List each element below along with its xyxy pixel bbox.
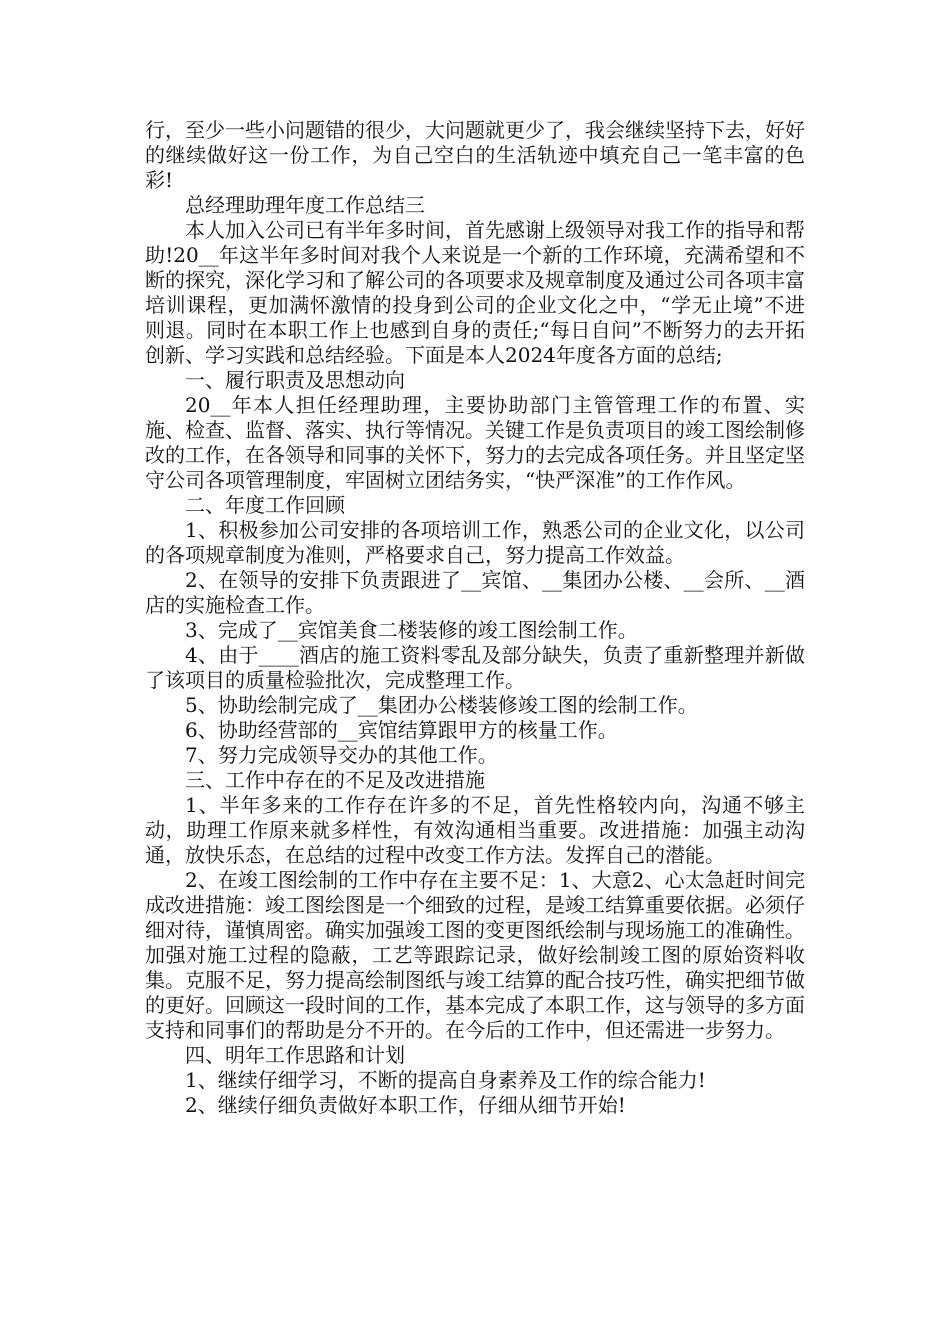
list-item: 7、努力完成领导交办的其他工作。: [185, 743, 498, 767]
list-item: 2、继续仔细负责做好本职工作，仔细从细节开始!: [185, 1093, 626, 1117]
list-item: 2、在领导的安排下负责跟进了__宾馆、__集团办公楼、__会所、__酒店的实施检查工作。: [145, 568, 805, 617]
heading-4: 四、明年工作思路和计划: [185, 1043, 405, 1067]
paragraph-continuation: 行，至少一些小问题错的很少，大问题就更少了，我会继续坚持下去，好好的继续做好这一份工作，为自己空白的生活轨迹中填充自己一笔丰富的色彩!: [145, 118, 805, 192]
paragraph-duties: 20__年本人担任经理助理，主要协助部门主管管理工作的布置、实施、检查、监督、落实、执行等情况。关键工作是负责项目的竣工图绘制修改的工作，在各领导和同事的关怀下，努力的去完成各项任务。并且坚定坚守公司各项管理制度，牢固树立团结务实，“快严深准”的工作作风。: [145, 393, 805, 492]
list-item: 6、协助经营部的__宾馆结算跟甲方的核量工作。: [185, 718, 618, 742]
list-item: 4、由于____酒店的施工资料零乱及部分缺失，负责了重新整理并新做了该项目的质量检验批次，完成整理工作。: [145, 643, 805, 692]
heading-1: 一、履行职责及思想动向: [185, 368, 405, 392]
list-item: 2、在竣工图绘制的工作中存在主要不足：1、大意2、心太急赶时间完成改进措施：竣工图绘图是一个细致的过程，是竣工结算重要依据。必须仔细对待，谨慎周密。确实加强竣工图的变更图纸绘制与现场施工的准确性。加强对施工过程的隐蔽，工艺等跟踪记录，做好绘制竣工图的原始资料收集。克服不足，努力提高绘制图纸与竣工结算的配合技巧性，确实把细节做的更好。回顾这一段时间的工作，基本完成了本职工作，这与领导的多方面支持和同事们的帮助是分不开的。在今后的工作中，但还需进一步努力。: [145, 868, 805, 1042]
heading-3: 三、工作中存在的不足及改进措施: [185, 768, 485, 792]
list-item: 1、积极参加公司安排的各项培训工作，熟悉公司的企业文化，以公司的各项规章制度为准则，严格要求自己，努力提高工作效益。: [145, 518, 805, 567]
list-item: 5、协助绘制完成了__集团办公楼装修竣工图的绘制工作。: [185, 693, 698, 717]
list-item: 3、完成了__宾馆美食二楼装修的竣工图绘制工作。: [185, 618, 638, 642]
list-item: 1、半年多来的工作存在许多的不足，首先性格较内向，沟通不够主动，助理工作原来就多样性，有效沟通相当重要。改进措施：加强主动沟通，放快乐态，在总结的过程中改变工作方法。发挥自己的潜能。: [145, 793, 805, 867]
document-page: [145, 118, 805, 1118]
heading-2: 二、年度工作回顾: [185, 493, 345, 517]
section-title: 总经理助理年度工作总结三: [185, 193, 425, 217]
paragraph-intro: 本人加入公司已有半年多时间，首先感谢上级领导对我工作的指导和帮助!20__年这半年多时间对我个人来说是一个新的工作环境，充满希望和不断的探究，深化学习和了解公司的各项要求及规章制度及通过公司各项丰富培训课程，更加满怀激情的投身到公司的企业文化之中，“学无止境”不进则退。同时在本职工作上也感到自身的责任;“每日自问”不断努力的去开拓创新、学习实践和总结经验。下面是本人2024年度各方面的总结;: [145, 218, 805, 367]
list-item: 1、继续仔细学习，不断的提高自身素养及工作的综合能力!: [185, 1068, 706, 1092]
